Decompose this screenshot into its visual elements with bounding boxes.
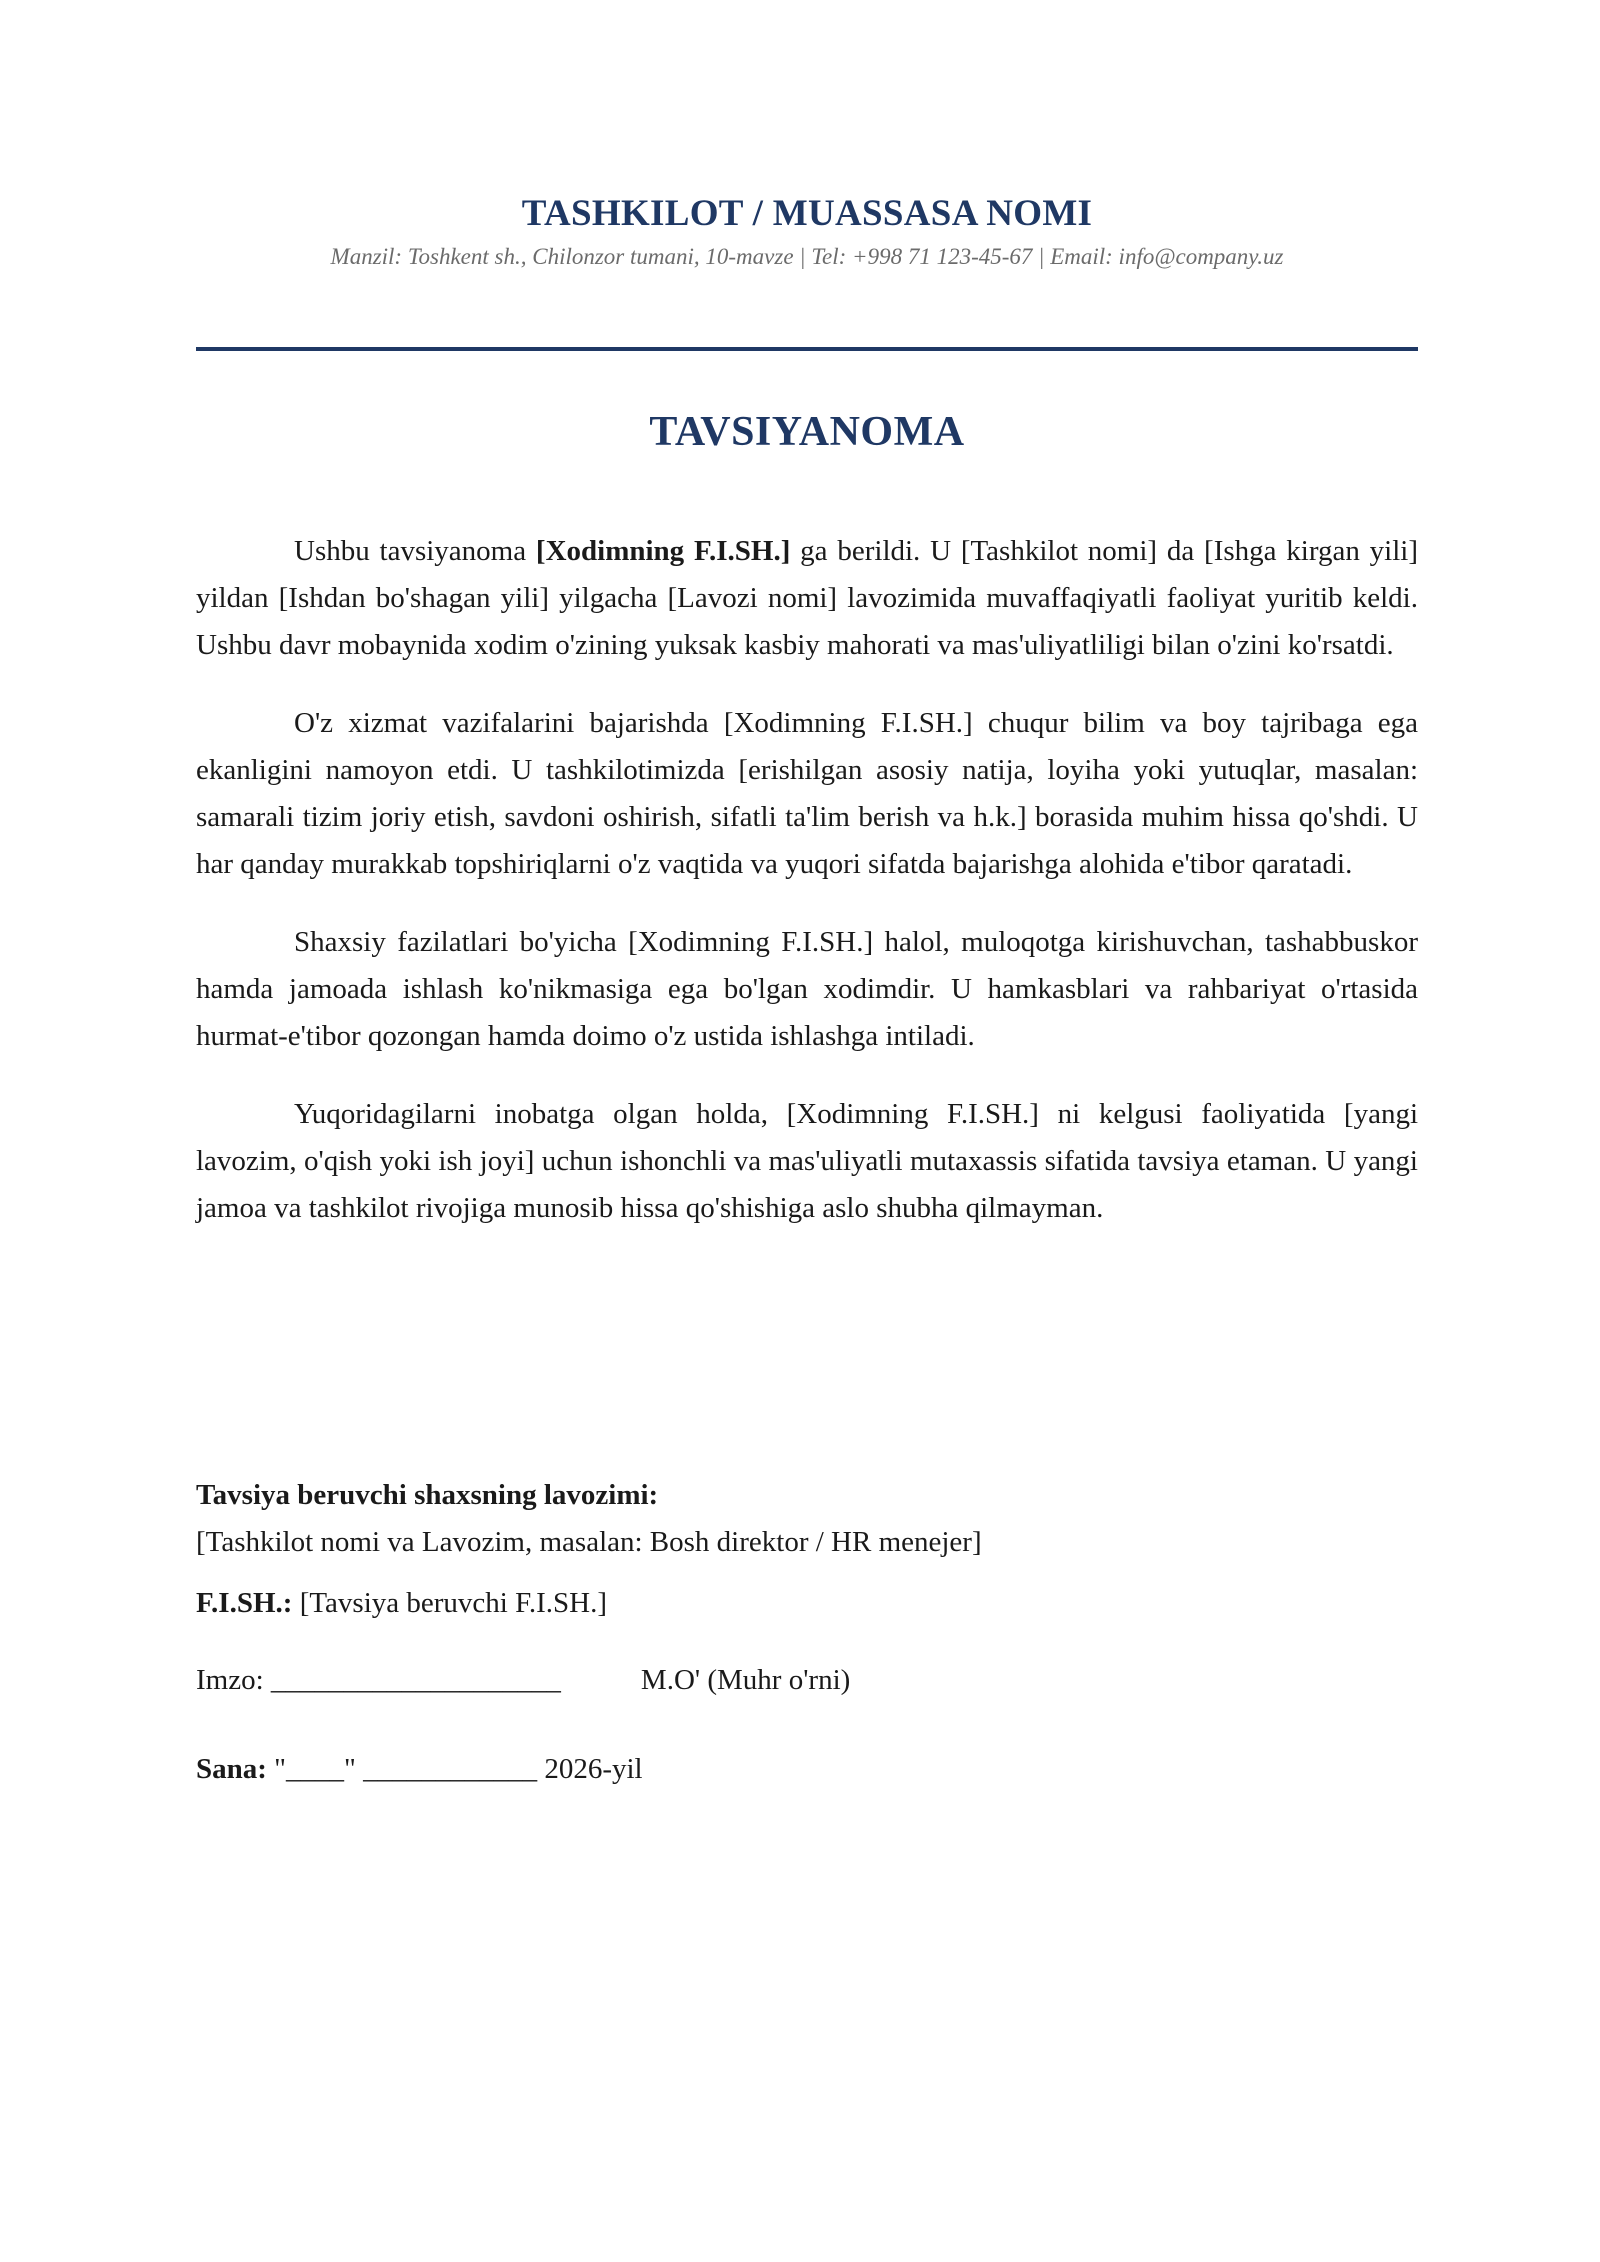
signature-line — [196, 1657, 1418, 1704]
signer-name-label: F.I.SH.: — [196, 1587, 293, 1619]
stamp-placeholder: M.O' (Muhr o'rni) — [640, 1664, 851, 1696]
signer-role-label: Tavsiya beruvchi shaxsning lavozimi: — [196, 1479, 659, 1511]
signer-name-line — [196, 1580, 1418, 1627]
signer-role-value: [Tashkilot nomi va Lavozim, masalan: Bosh direktor / HR menejer] — [196, 1526, 982, 1558]
organization-contacts: Manzil: Toshkent sh., Chilonzor tumani, 10-mavze | Tel: +998 71 123-45-67 | Email: info@company.uz — [330, 244, 1284, 269]
paragraph-1-lead: Ushbu tavsiyanoma — [294, 535, 536, 567]
document-title: TAVSIYANOMA — [649, 409, 965, 455]
date-label: Sana: — [196, 1753, 267, 1785]
paragraph-3: Shaxsiy fazilatlari bo'yicha [Xodimning F.I.SH.] halol, muloqotga kirishuvchan, tashabbuskor hamda jamoada ishlash ko'nikmasiga ega bo'lgan xodimdir. U hamkasblari va rahbariyat o'rtasida hurmat-e'tibor qozongan hamda doimo o'z ustida ishlashga intiladi. — [196, 926, 1418, 1052]
date-value: "____" ____________ 2026-yil — [266, 1753, 643, 1785]
paragraph-4: Yuqoridagilarni inobatga olgan holda, [Xodimning F.I.SH.] ni kelgusi faoliyatida [yangi lavozim, o'qish yoki ish joyi] uchun ishonchli va mas'uliyatli mutaxassis sifatida tavsiya etaman. U yangi jamoa va tashkilot rivojiga munosib hissa qo'shishiga aslo shubha qilmayman. — [196, 1098, 1418, 1224]
date-line — [196, 1746, 1418, 1793]
paragraph-1-rest: ga berildi. U [Tashkilot nomi] da [Ishga kirgan yili] yildan [Ishdan bo'shagan yili] yilgacha [Lavozi nomi] lavozimida muvaffaqiyatli faoliyat yuritib keldi. Ushbu davr mobaynida xodim o'zining yuksak kasbiy mahorati va mas'uliyatliligi bilan o'zini ko'rsatdi. — [196, 535, 1418, 661]
paragraph-2: O'z xizmat vazifalarini bajarishda [Xodimning F.I.SH.] chuqur bilim va boy tajribaga ega ekanligini namoyon etdi. U tashkilotimizda [erishilgan asosiy natija, loyiha yoki yutuqlar, masalan: samarali tizim joriy etish, savdoni oshirish, sifatli ta'lim berish va h.k.] borasida muhim hissa qo'shdi. U har qanday murakkab topshiriqlarni o'z vaqtida va yuqori sifatda bajarishga alohida e'tibor qaratadi. — [196, 707, 1418, 880]
header-divider — [196, 347, 1418, 351]
signature-field: Imzo: ____________________ — [196, 1664, 561, 1696]
employee-name-placeholder: [Xodimning F.I.SH.] — [535, 535, 791, 567]
signer-name-value: [Tavsiya beruvchi F.I.SH.] — [292, 1587, 608, 1619]
letter-body — [196, 528, 1418, 1263]
paragraph-1 — [196, 528, 1418, 669]
signature-block — [196, 1472, 1418, 1793]
organization-name: TASHKILOT / MUASSASA NOMI — [521, 193, 1093, 234]
